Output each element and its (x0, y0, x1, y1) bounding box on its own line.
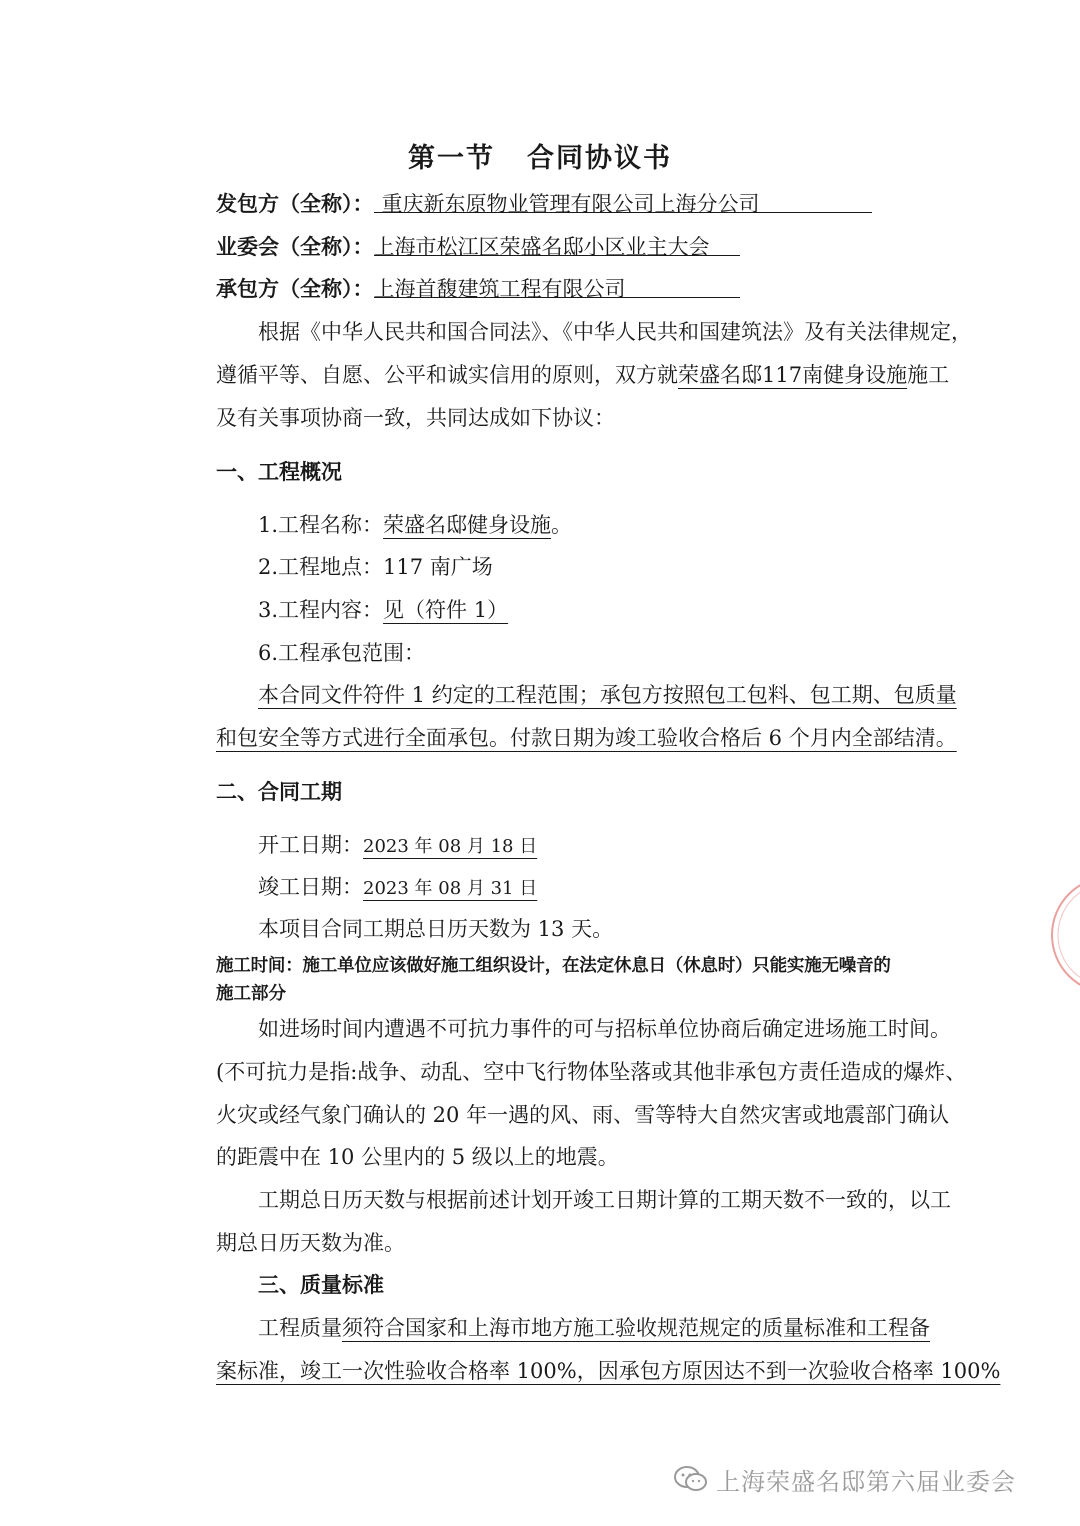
quality-line-1-pre: 工程质量 (258, 1316, 342, 1340)
start-date-label: 开工日期： (258, 833, 363, 857)
project-name-label: 1.工程名称： (258, 513, 384, 537)
contractor-line (216, 190, 872, 218)
end-date-label: 竣工日期： (258, 875, 363, 899)
page-title (0, 136, 1080, 175)
project-scope-line-2: 和包安全等方式进行全面承包。付款日期为竣工验收合格后 6 个月内全部结清。 (216, 726, 957, 750)
end-date-line (258, 873, 537, 903)
project-scope-line-1: 本合同文件符件 1 约定的工程范围；承包方按照包工包料、包工期、包质量 (258, 683, 957, 707)
start-date-value: 2023 年 08 月 18 日 (363, 836, 538, 857)
committee-label: 业委会（全称）： (216, 234, 374, 259)
subcontractor-label: 承包方（全称）： (216, 276, 374, 301)
watermark-text: 上海荣盛名邸第六届业委会 (716, 1467, 1016, 1496)
section-2-heading: 二、合同工期 (216, 779, 342, 804)
project-name-end: 。 (551, 513, 573, 537)
project-content-line (258, 596, 508, 624)
end-date-value: 2023 年 08 月 31 日 (363, 878, 538, 899)
intro-line-2-pre: 遵循平等、自愿、公平和诚实信用的原则，双方就 (216, 363, 678, 387)
intro-line-1: 根据《中华人民共和国合同法》、《中华人民共和国建筑法》及有关法律规定， (258, 320, 972, 344)
intro-line-3: 及有关事项协商一致，共同达成如下协议： (216, 406, 615, 430)
worktime-line-2: 施工部分 (216, 984, 286, 1004)
project-scope-label: 6.工程承包范围： (258, 641, 426, 665)
quality-line-1 (258, 1314, 930, 1342)
title-text: 合同协议书 (527, 143, 672, 174)
wechat-icon (672, 1464, 710, 1494)
project-content-value: 见（符件 1） (383, 598, 509, 622)
force-majeure-line-3: 火灾或经气象门确认的 20 年一遇的风、雨、雪等特大自然灾害或地震部门确认 (216, 1103, 950, 1127)
project-location-line (258, 553, 493, 581)
project-content-label: 3.工程内容： (258, 598, 384, 622)
quality-line-2: 案标准，竣工一次性验收合格率 100%，因承包方原因达不到一次验收合格率 100% (216, 1359, 1001, 1383)
period-line-1: 工期总日历天数与根据前述计划开竣工日期计算的工期天数不一致的，以工 (258, 1188, 951, 1212)
section-3-heading: 三、质量标准 (258, 1272, 384, 1297)
force-majeure-line-1: 如进场时间内遭遇不可抗力事件的可与招标单位协商后确定进场施工时间。 (258, 1017, 951, 1041)
committee-value: 上海市松江区荣盛名邸小区业主大会 (373, 235, 710, 259)
project-location-label: 2.工程地点： (258, 555, 384, 579)
intro-line-2 (216, 361, 949, 389)
period-line-2: 期总日历天数为准。 (216, 1231, 405, 1255)
start-date-line (258, 831, 537, 861)
title-section: 第一节 (408, 143, 495, 174)
company-seal (1040, 860, 1080, 1010)
quality-line-1-underlined: 须符合国家和上海市地方施工验收规范规定的质量标准和工程备 (342, 1316, 930, 1340)
project-name-value: 荣盛名邸健身设施 (383, 513, 552, 537)
wechat-watermark (672, 1462, 1016, 1496)
force-majeure-line-4: 的距震中在 10 公里内的 5 级以上的地震。 (216, 1145, 619, 1169)
worktime-line-1: 施工时间：施工单位应该做好施工组织设计，在法定休息日（休息时）只能实施无噪音的 (216, 956, 891, 976)
contractor-value: 重庆新东原物业管理有限公司上海分公司 (381, 192, 760, 216)
force-majeure-line-2: (不可抗力是指:战争、动乱、空中飞行物体坠落或其他非承包方责任造成的爆炸、 (216, 1060, 967, 1084)
intro-line-2-post: 施工 (907, 363, 950, 387)
project-name: 荣盛名邸117南健身设施 (678, 363, 908, 387)
section-1-heading: 一、工程概况 (216, 459, 342, 484)
project-location-value: 117 南广场 (383, 555, 493, 579)
project-name-line (258, 511, 572, 539)
contractor-value-wrap (374, 190, 872, 216)
total-days: 本项目合同工期总日历天数为 13 天。 (258, 917, 614, 941)
subcontractor-value: 上海首馥建筑工程有限公司 (373, 277, 626, 301)
committee-line (216, 233, 740, 261)
contractor-label: 发包方（全称）： (216, 191, 374, 216)
committee-value-wrap (373, 233, 740, 259)
subcontractor-value-wrap (373, 275, 740, 301)
subcontractor-line (216, 275, 740, 303)
